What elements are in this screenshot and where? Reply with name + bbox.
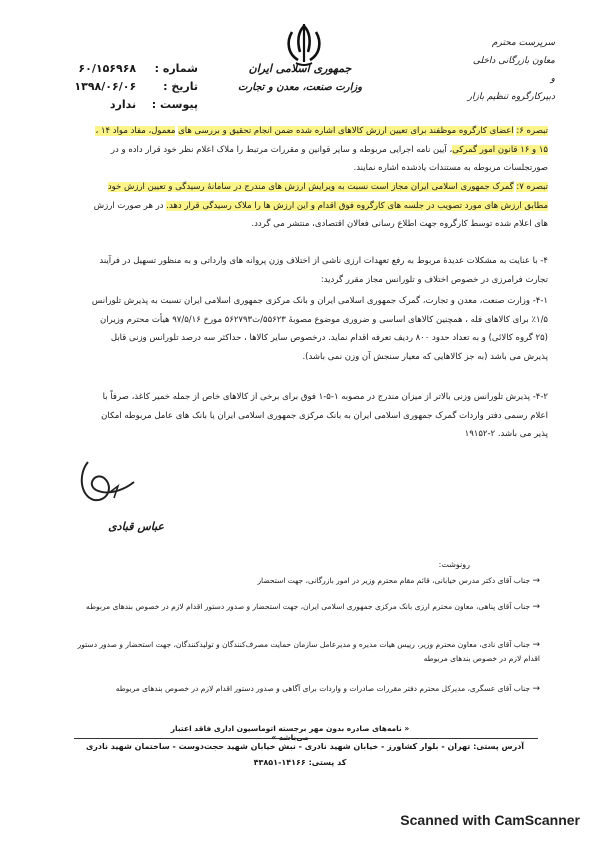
- note-7-label: تبصره ۷:: [516, 182, 548, 192]
- copy-item-text: جناب آقای دکتر مدرس خیابانی، قائم مقام محترم وزیر در امور بازرگانی، جهت استحضار: [257, 576, 531, 585]
- note-7-highlight: گمرک جمهوری اسلامی ایران مجاز است نسبت به ویرایش ارزش های مندرج در سامانهٔ رسیدگی و تعیین ارزش خود مطابق ارزش های مورد تصویب در جلسه های کارگروه فوق اقدام و این ارزش ها را ملاک رسیدگی قرار دهد.: [107, 182, 548, 211]
- copy-arrow-icon: →: [532, 640, 540, 650]
- paragraph-item-4-1: [88, 292, 548, 366]
- copy-arrow-icon: →: [532, 602, 540, 612]
- recipient-line-2: معاون بازرگانی داخلی: [472, 56, 555, 66]
- scanner-watermark: Scanned with CamScanner: [400, 812, 580, 828]
- copy-item-text: جناب آقای پناهی، معاون محترم ارزی بانک مرکزی جمهوری اسلامی ایران، جهت استحضار و صدور دستور اقدام لازم در خصوص بندهای مربوطه: [86, 602, 531, 611]
- date-label: تاریخ :: [163, 80, 198, 93]
- paragraph-item-4-2: [88, 388, 548, 444]
- signature-mark-icon: [74, 456, 144, 506]
- copy-item: [70, 638, 540, 666]
- copy-item-text: جناب آقای عسگری، مدیرکل محترم دفتر مقررات صادرات و واردات برای آگاهی و صدور دستور اقدام لازم در خصوص بندهای مربوطه: [115, 684, 531, 693]
- copies-title: رونوشت:: [438, 560, 470, 569]
- copy-arrow-icon: →: [532, 576, 540, 586]
- signer-name: عباس قبادی: [108, 520, 164, 533]
- number-label: شماره :: [154, 62, 198, 75]
- number-value: ۶۰/۱۵۶۹۶۸: [78, 62, 137, 75]
- copy-item-text: جناب آقای نادی، معاون محترم وزیر، رییس هیات مدیره و مدیرعامل سازمان حمایت مصرف‌کنندگان و تولیدکنندگان، جهت استحضار و صدور دستور اقدام لازم در خصوص بندهای مربوطه: [77, 640, 540, 663]
- copy-item: [70, 574, 540, 588]
- note-6-highlight-2: معمول، مفاد مواد ۱۴ ، ۱۵ و ۱۶ قانون امور گمرکی: [95, 126, 548, 155]
- attachment-value: ندارد: [109, 98, 137, 111]
- note-6-text: ، آیین نامه اجرایی مربوطه و سایر قوانین و مقررات مرتبط را ملاک اعلام نظر خود قرار داده و در صورتجلسات مربوطه به مستندات یادشده اشاره نمایند.: [110, 144, 548, 173]
- copy-item: [70, 600, 540, 614]
- copy-arrow-icon: →: [532, 684, 540, 694]
- note-7-text: در هر صورت ارزش های اعلام شده توسط کارگروه جهت اطلاع رسانی فعالان اقتصادی، منتشر می گردد.: [93, 200, 548, 229]
- paragraph-item-4: [88, 252, 548, 289]
- letter-number: [58, 62, 198, 75]
- recipient-line-3: و: [550, 74, 555, 84]
- recipient-line-4: دبیرکارگروه تنظیم بازار: [467, 92, 555, 102]
- postal-code: کد پستی: ۱۴۱۶۶-۴۳۸۵۱: [253, 758, 347, 767]
- date-value: ۱۳۹۸/۰۶/۰۶: [74, 80, 137, 93]
- validity-notice: « نامه‌های صادره بدون مهر برجسته اتوماسیون اداری فاقد اعتبار: [170, 724, 410, 733]
- letter-attachment: [58, 98, 198, 111]
- item-4-1-text: ۴-۱- وزارت صنعت، معدن و تجارت، گمرک جمهوری اسلامی ایران و بانک مرکزی جمهوری اسلامی ایران نسبت به پذیرش تلورانس ۱/۵٪ برای کالاهای فله ، همچنین کالاهای اساسی و ضروری موضوع مصوبهٔ ۵۵۶۲۳/ت۵۶۲۷۹۳ مورخ ۹۷/۵/۱۶ هیأت محترم وزیران (۲۵ گروه کالائی) و به تعداد حدود ۸۰۰ ردیف تعرفه اقدام نماید. درخصوص سایر کالاها ، حداکثر سه درصد تلورانس وزنی قابل پذیرش می باشد (به جز کالاهایی که معیار سنجش آن وزن نمی باشد).: [91, 296, 548, 362]
- footer-divider: [74, 738, 538, 739]
- attachment-label: پیوست :: [151, 98, 198, 111]
- item-4-text: ۴- با عنایت به مشکلات عدیدهٔ مربوط به رفع تعهدات ارزی ناشی از اختلاف وزن پروانه های وارداتی و به منظور تسهیل در فرآیند تجارت فرامرزی در خصوص اختلاف و تلورانس مجاز مقرر گردید:: [99, 256, 548, 285]
- republic-title: جمهوری اسلامی ایران: [248, 62, 352, 75]
- ministry-title: وزارت صنعت، معدن و تجارت: [237, 82, 363, 93]
- recipient-line-1: سرپرست محترم: [491, 38, 555, 48]
- note-6-label: تبصره ۶:: [516, 126, 548, 136]
- recipients-block: [405, 34, 555, 106]
- item-4-2-text: ۴-۲- پذیرش تلورانس وزنی بالاتر از میزان مندرج در مصوبه ۱-۵-۱ فوق برای برخی از کالاهای خاص از جمله خمیر کاغذ، صرفاً با اعلام رسمی دفتر واردات گمرک جمهوری اسلامی ایران به بانک مرکزی جمهوری اسلامی ایران یا بانک های عامل مربوطه امکان پذیر می باشد. ۲-۱۹۱۵۲: [101, 392, 548, 439]
- letter-date: [58, 80, 198, 93]
- postal-address: آدرس پستی: تهران - بلوار کشاورز - خیابان شهید نادری - نبش خیابان شهید حجت‌دوست - ساختمان شهید نادری: [85, 742, 525, 751]
- note-6-highlight: اعضای کارگروه موظفند برای تعیین ارزش کالاهای اشاره شده ضمن انجام تحقیق و بررسی های: [178, 126, 514, 136]
- copy-item: [70, 682, 540, 696]
- paragraph-note-7: [88, 178, 548, 234]
- paragraph-note-6: [88, 122, 548, 178]
